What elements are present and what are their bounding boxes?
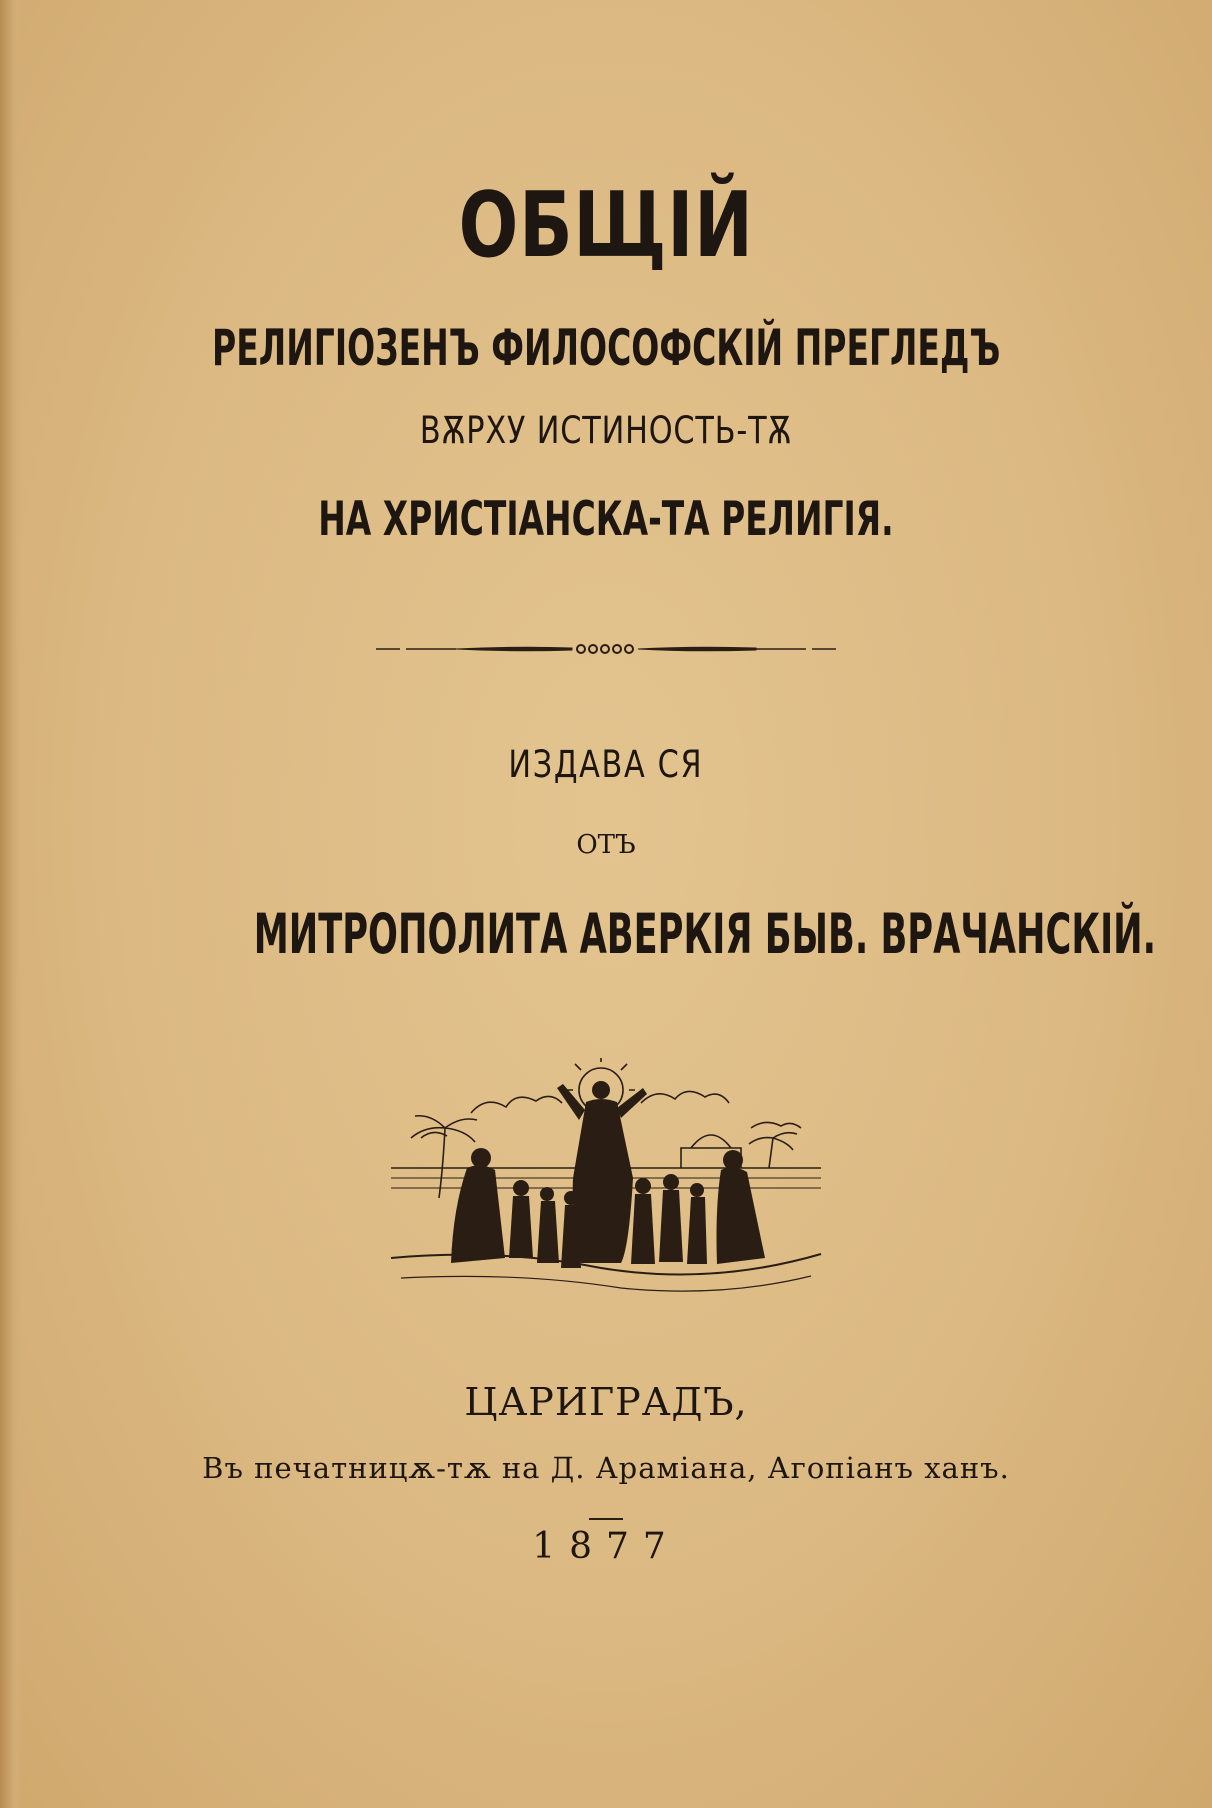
short-rule-icon <box>589 1517 623 1521</box>
from-word: ОТЪ <box>576 830 636 860</box>
subtitle-line-1 <box>0 318 1212 378</box>
city: ЦАРИГРАДЪ, <box>464 1380 748 1424</box>
printer: Въ печатницѫ-тѫ на Д. Арамiана, Агопiанъ ханъ. <box>202 1451 1010 1485</box>
year: 1877 <box>532 1526 680 1567</box>
from-line <box>0 828 1212 862</box>
engraving <box>0 1058 1212 1300</box>
year-line <box>0 1525 1212 1569</box>
author-name: МИТРОПОЛИТА АВЕРКІЯ БЫВ. ВРАЧАНСКІЙ. <box>253 902 1157 966</box>
subtitle-2: ВѪРХУ ИСТИНОСТЬ-ТѪ <box>419 409 793 452</box>
printer-line <box>0 1449 1212 1487</box>
subtitle-line-2 <box>0 408 1212 455</box>
main-title: ОБЩІЙ <box>458 173 754 278</box>
published-by: ИЗДАВА СЯ <box>508 743 704 786</box>
main-title-line <box>0 173 1212 278</box>
ornament-divider-icon <box>376 636 836 662</box>
subtitle-3: НА ХРИСТІАНСКА-ТА РЕЛИГІЯ. <box>318 492 894 547</box>
christ-blessing-children-engraving-icon <box>381 1058 831 1300</box>
published-by-line <box>0 742 1212 789</box>
subtitle-line-3 <box>0 492 1212 548</box>
short-rule <box>0 1508 1212 1512</box>
city-line <box>0 1378 1212 1426</box>
ornament-divider <box>0 636 1212 662</box>
author-line <box>0 902 1212 967</box>
subtitle-1: РЕЛИГІОЗЕНЪ ФИЛОСОФСКІЙ ПРЕГЛЕДЪ <box>211 319 1001 377</box>
